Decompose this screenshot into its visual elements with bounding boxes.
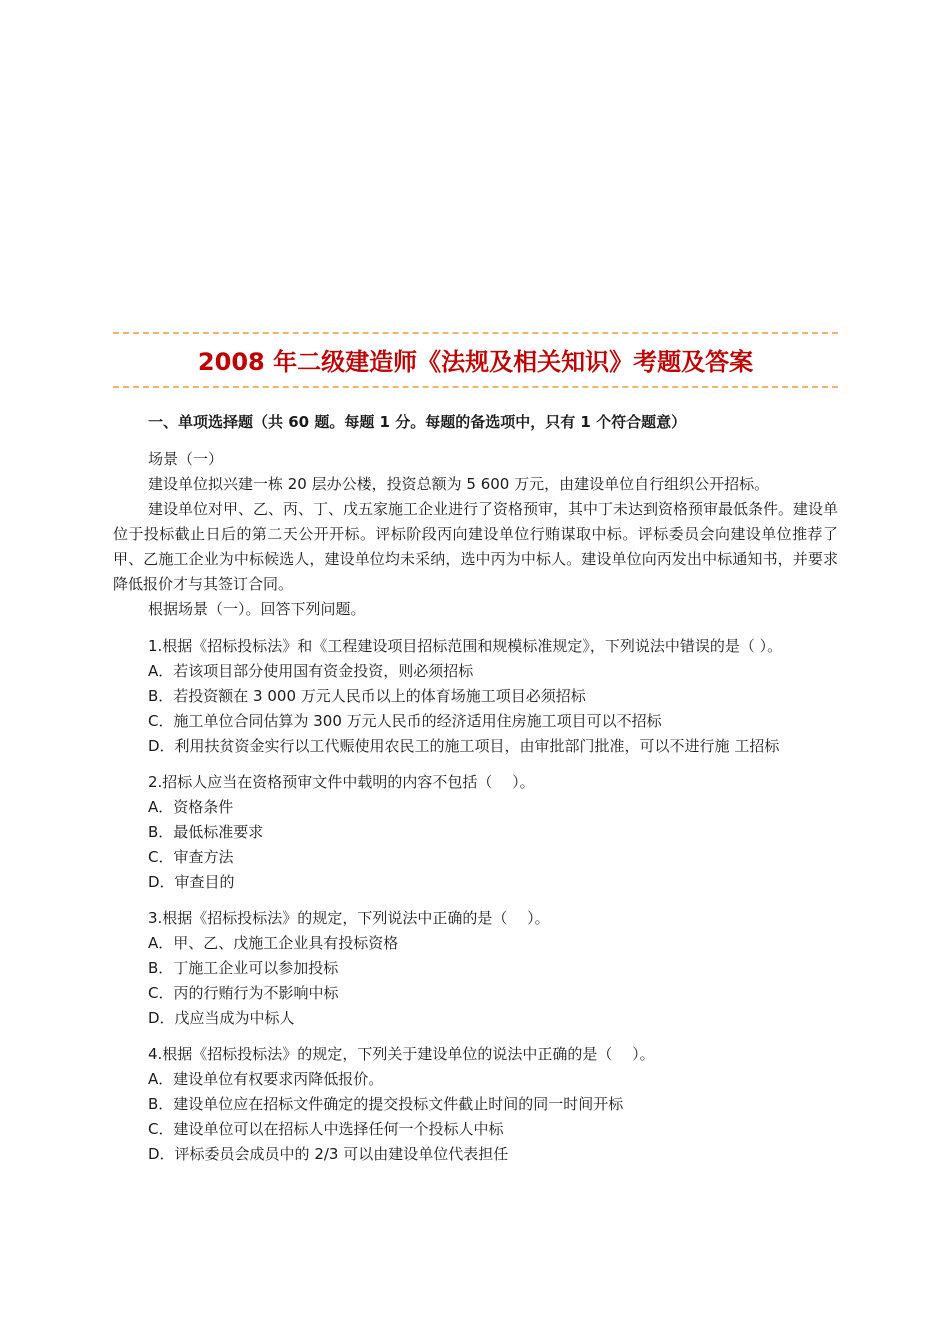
question-stem: 3.根据《招标投标法》的规定，下列说法中正确的是（ ）。	[148, 909, 550, 927]
question-4	[113, 1042, 838, 1167]
scenario-paragraph: 建设单位拟兴建一栋 20 层办公楼，投资总额为 5 600 万元，由建设单位自行组织公开招标。	[148, 475, 770, 493]
document-title: 2008 年二级建造师《法规及相关知识》考题及答案	[197, 348, 754, 376]
option-d: D．利用扶贫资金实行以工代赈使用农民工的施工项目，由审批部门批准，可以不进行施 工招标	[148, 737, 780, 755]
question-stem: 4.根据《招标投标法》的规定，下列关于建设单位的说法中正确的是（ ）。	[148, 1045, 655, 1063]
section-heading: 一、单项选择题（共 60 题。每题 1 分。每题的备选项中，只有 1 个符合题意）	[148, 413, 687, 431]
document-body	[113, 410, 838, 1167]
option-c: C．建设单位可以在招标人中选择任何一个投标人中标	[148, 1120, 504, 1138]
option-c: C．审查方法	[148, 848, 234, 866]
scenario-block	[113, 447, 838, 622]
option-c: C．施工单位合同估算为 300 万元人民币的经济适用住房施工项目可以不招标	[148, 712, 662, 730]
question-2	[113, 770, 838, 895]
option-b: B．丁施工企业可以参加投标	[148, 959, 339, 977]
option-d: D．戊应当成为中标人	[148, 1009, 295, 1027]
option-b: B．若投资额在 3 000 万元人民币以上的体育场施工项目必须招标	[148, 687, 586, 705]
title-block	[113, 332, 838, 388]
question-1	[113, 634, 838, 759]
option-a: A．甲、乙、戊施工企业具有投标资格	[148, 934, 399, 952]
bottom-dashed-divider	[113, 386, 838, 388]
scenario-paragraph: 建设单位对甲、乙、丙、丁、戊五家施工企业进行了资格预审，其中丁未达到资格预审最低条件。建设单位于投标截止日后的第二天公开开标。评标阶段丙向建设单位行贿谋取中标。评标委员会向建设单位推荐了甲、乙施工企业为中标候选人，建设单位均未采纳，选中丙为中标人。建设单位向丙发出中标通知书，并要求降低报价才与其签订合同。	[113, 500, 839, 593]
option-b: B．建设单位应在招标文件确定的提交投标文件截止时间的同一时间开标	[148, 1095, 624, 1113]
scenario-label: 场景（一）	[148, 450, 224, 468]
option-d: D．审查目的	[148, 873, 235, 891]
question-3	[113, 906, 838, 1031]
option-a: A．若该项目部分使用国有资金投资，则必须招标	[148, 662, 474, 680]
option-a: A．建设单位有权要求丙降低报价。	[148, 1070, 384, 1088]
question-stem: 2.招标人应当在资格预审文件中载明的内容不包括（ ）。	[148, 773, 535, 791]
option-d: D．评标委员会成员中的 2/3 可以由建设单位代表担任	[148, 1145, 509, 1163]
question-stem: 1.根据《招标投标法》和《工程建设项目招标范围和规模标准规定》，下列说法中错误的是（ ）。	[148, 637, 783, 655]
scenario-instruction: 根据场景（一）。回答下列问题。	[148, 600, 366, 618]
option-a: A．资格条件	[148, 798, 234, 816]
option-b: B．最低标准要求	[148, 823, 264, 841]
option-c: C．丙的行贿行为不影响中标	[148, 984, 339, 1002]
